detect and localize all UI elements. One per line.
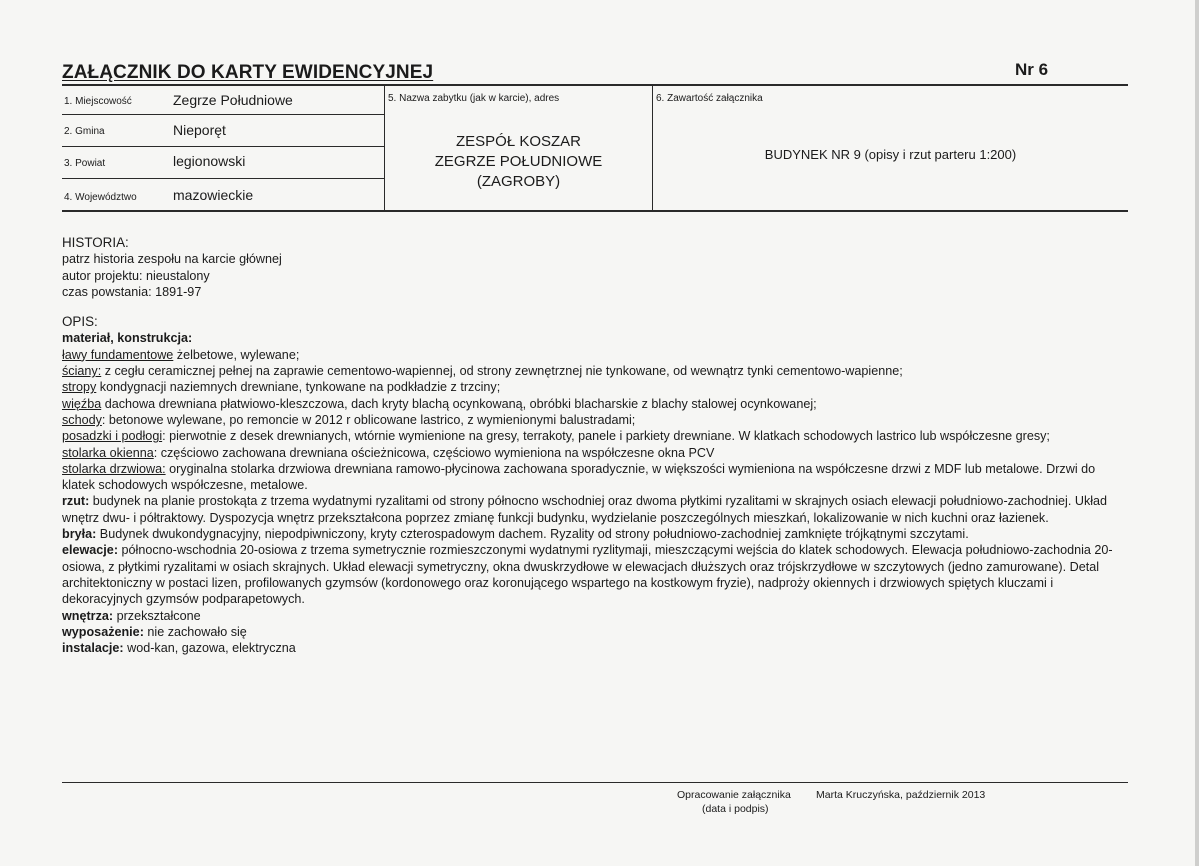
material-item: ławy fundamentowe żelbetowe, wylewane; [62, 347, 300, 362]
material-term: stolarka drzwiowa: [62, 461, 166, 476]
footer-sublabel: (data i podpis) [702, 803, 769, 815]
form-row-rule-1 [62, 114, 384, 115]
powiat-label: 3. Powiat [64, 158, 106, 169]
miejscowosc-label: 1. Miejscowość [64, 96, 132, 107]
material-item: stropy kondygnacji naziemnych drewniane, tynkowane na podkładzie z trzciny; [62, 380, 501, 395]
nazwa-line-1: ZESPÓŁ KOSZAR [455, 133, 582, 150]
material-item: ściany: z cegłu ceramicznej pełnej na zaprawie cementowo-wapiennej, od strony zewnętrznej nie tynkowane, od wewnątrz tynki cementowo-wapienne; [62, 364, 903, 379]
material-term: schody [62, 412, 102, 427]
miejscowosc-value: Zegrze Południowe [173, 92, 293, 108]
material-item: schody: betonowe wylewane, po remoncie w 2012 r oblicowane lastrico, z wymienionymi balustradami; [62, 412, 636, 427]
description-term: bryła: [62, 527, 97, 542]
footer-label: Opracowanie załącznika [677, 789, 791, 801]
form-bottom-rule [62, 210, 1128, 212]
historia-line: autor projektu: nieustalony [62, 268, 210, 283]
material-term: więźba [62, 396, 102, 411]
nazwa-line-2: ZEGRZE POŁUDNIOWE [434, 153, 603, 170]
material-term: ławy fundamentowe [62, 347, 174, 362]
description-term: wnętrza: [62, 608, 114, 623]
material-item: posadzki i podłogi: pierwotnie z desek drewnianych, wtórnie wymienione na gresy, terrakoty, panele i parkiety drewniane. W klatkach schodowych lastrico lub współczesne gresy; [62, 429, 1050, 444]
powiat-value: legionowski [173, 153, 246, 169]
wojewodztwo-value: mazowieckie [173, 187, 254, 203]
wojewodztwo-label: 4. Województwo [64, 192, 137, 203]
material-term: stropy [62, 380, 97, 395]
historia-line: czas powstania: 1891-97 [62, 284, 202, 299]
description-term: wyposażenie: [62, 624, 144, 639]
header-rule [62, 84, 1128, 86]
nazwa-zabytku-label: 5. Nazwa zabytku (jak w karcie), adres [388, 93, 560, 104]
material-term: ściany: [62, 364, 102, 379]
description-paragraph: wnętrza: przekształcone [62, 608, 201, 623]
page-edge [1195, 0, 1199, 866]
historia-heading: HISTORIA: [62, 235, 129, 250]
material-item: stolarka drzwiowa: oryginalna stolarka drzwiowa drewniana ramowo-płycinowa zachowana sporadycznie, w większości wymieniona na współczesne drzwi z MDF lub metalowe. Drzwi do klatek schodowych współczesne, metalowe. [62, 461, 1096, 493]
opis-heading: OPIS: [62, 314, 98, 330]
material-term: posadzki i podłogi [62, 429, 163, 444]
document-title: ZAŁĄCZNIK DO KARTY EWIDENCYJNEJ [62, 62, 434, 83]
description-paragraph: elewacje: północno-wschodnia 20-osiowa z trzema symetrycznie rozmieszczonymi wydatnymi ryzlitymaji, mieszczącymi wejścia do klatek schodowych. Elewacja południowo-zachodnia 20-osiowa, z płytkimi ryzalitami w osiach skrajnych. Układ elewacji symetryczny, okna dwuskrzydłowe w elewacjach dłuższych oraz trójskrzydłowe w szczytowych (jedno zamurowane). Detal architektoniczny w postaci lizen, profilowanych gzymsów (kordonowego oraz koronującego wspartego na kostkowym fryzie), nadproży okiennych i drzwiowych spiętych kluczami i dekoracyjnych gzymsów podparapetowych. [62, 543, 1113, 607]
opis-subheading: materiał, konstrukcja: [62, 331, 193, 346]
description-term: rzut: [62, 494, 90, 509]
zawartosc-value: BUDYNEK NR 9 (opisy i rzut parteru 1:200) [764, 147, 1017, 162]
description-paragraph: wyposażenie: nie zachowało się [62, 624, 247, 639]
gmina-label: 2. Gmina [64, 126, 105, 137]
document-number: Nr 6 [1015, 60, 1049, 79]
historia-line: patrz historia zespołu na karcie głównej [62, 252, 282, 267]
description-paragraph: bryła: Budynek dwukondygnacyjny, niepodpiwniczony, kryty czterospadowym dachem. Ryzality od strony południowo-zachodniej zamknięte trójkątnymi szczytami. [62, 527, 969, 542]
zawartosc-label: 6. Zawartość załącznika [656, 93, 763, 104]
material-item: stolarka okienna: częściowo zachowana drewniana ościeżnicowa, częściowo wymieniona na współczesne okna PCV [62, 445, 715, 460]
material-item: więźba dachowa drewniana płatwiowo-kleszczowa, dach kryty blachą ocynkowaną, obróbki blacharskie z blachy stalowej ocynkowanej; [62, 396, 817, 411]
description-term: elewacje: [62, 543, 119, 558]
form-row-rule-2 [62, 146, 384, 147]
document-body [62, 235, 1128, 656]
gmina-value: Nieporęt [173, 122, 226, 138]
material-term: stolarka okienna [62, 445, 154, 460]
description-paragraph: instalacje: wod-kan, gazowa, elektryczna [62, 641, 296, 656]
nazwa-zabytku-value [385, 132, 652, 192]
footer-author: Marta Kruczyńska, październik 2013 [816, 789, 986, 801]
form-row-rule-3 [62, 178, 384, 179]
nazwa-line-3: (ZAGROBY) [476, 173, 561, 190]
footer-rule [62, 782, 1128, 783]
description-term: instalacje: [62, 641, 124, 656]
description-paragraph: rzut: budynek na planie prostokąta z trzema wydatnymi ryzalitami od strony północno wschodniej oraz dwoma płytkimi ryzalitami w skrajnych osiach elewacji południowo-zachodniej. Układ wnętrz dwu- i półtraktowy. Dyspozycja wnętrz przekształcona poprzez zmianę funkcji budynku, wydzielanie poszczególnych mieszkań, lokalizowanie w nich kuchni oraz łazienek. [62, 494, 1108, 525]
